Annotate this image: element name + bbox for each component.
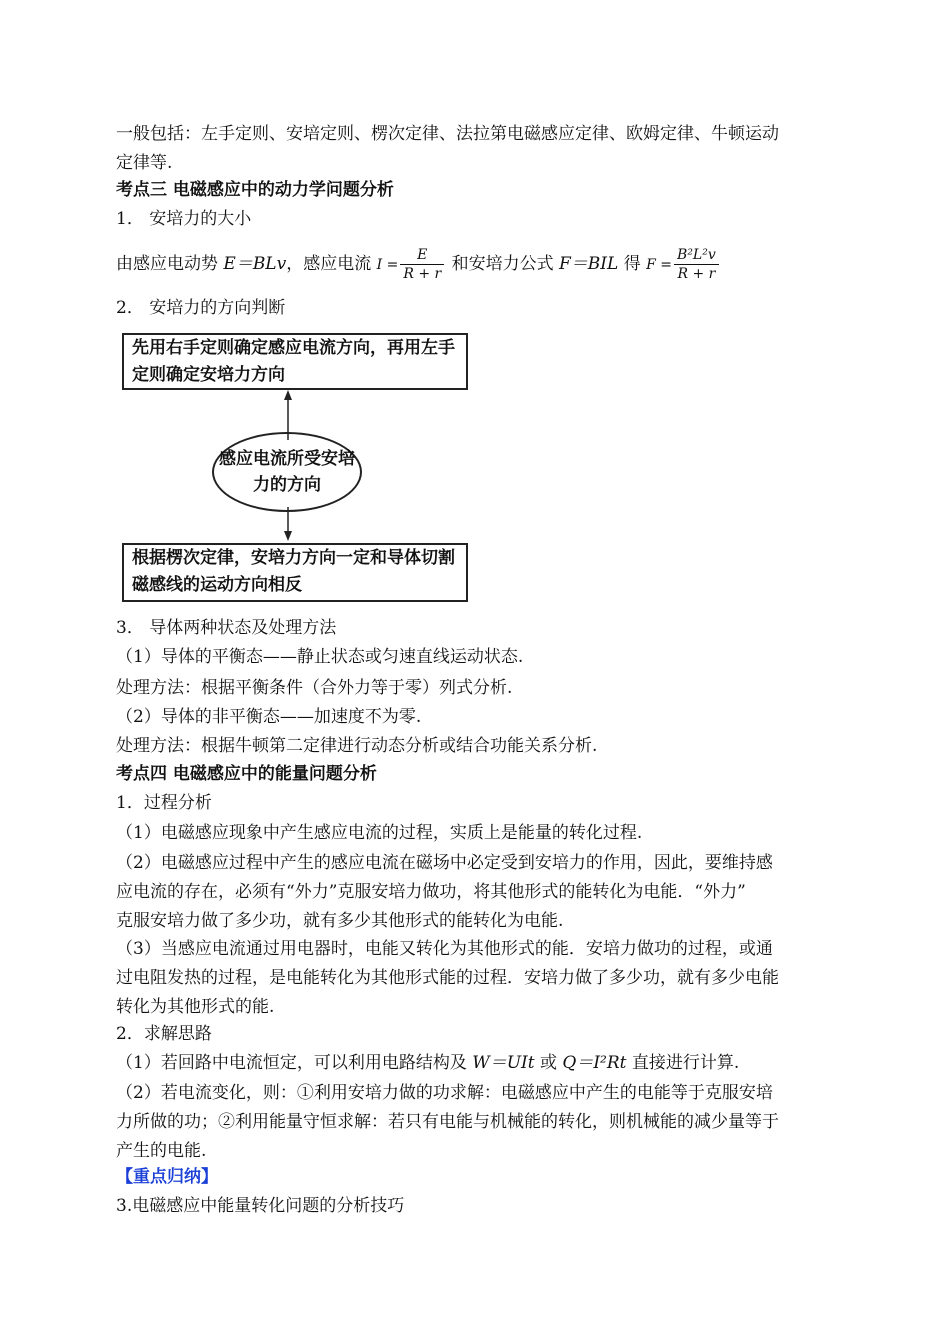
force-fraction: $\frac{\text{B²L²v}}{R + r}$ [674,246,719,283]
heat-formula: Q＝I²Rt [562,1053,627,1073]
section-3-heading: 考点三 电磁感应中的动力学问题分析 [116,180,394,200]
ampere-force-formula: 由感应电动势 E＝BLv，感应电流 I = $\frac{E}{R + r}$ 和安培力公式 F＝BIL 得 F = $\frac{\text{B²L²v}}{R + r}$ [116,244,721,285]
s3-para-1: （1）导体的平衡态——静止状态或匀速直线运动状态. [116,647,524,667]
s4-b1: （1）若回路中电流恒定，可以利用电路结构及 W＝UIt 或 Q＝I²Rt 直接进行计算. [116,1053,740,1073]
diagram-top-box: 先用右手定则确定感应电流方向，再用左手定则确定安培力方向 [122,333,468,390]
s4-item-2: 2．求解思路 [116,1024,212,1044]
s4-a3-line-3: 转化为其他形式的能. [116,997,275,1017]
s3-para-4: 处理方法：根据牛顿第二定律进行动态分析或结合功能关系分析. [116,736,598,756]
emf-formula: E＝BLv [223,254,287,274]
s3-item-1: 1． 安培力的大小 [116,209,252,229]
s4-item-1: 1．过程分析 [116,793,212,813]
s4-a2-line-3: 克服安培力做了多少功，就有多少其他形式的能转化为电能. [116,911,564,931]
summary-line: 3.电磁感应中能量转化问题的分析技巧 [116,1196,405,1216]
current-fraction: $\frac{E}{R + r}$ [400,246,444,283]
s4-a3-line-1: （3）当感应电流通过用电器时，电能又转化为其他形式的能．安培力做功的过程，或通 [116,939,773,959]
diagram-bottom-box: 根据楞次定律，安培力方向一定和导体切割磁感线的运动方向相反 [122,543,468,602]
s4-a1: （1）电磁感应现象中产生感应电流的过程，实质上是能量的转化过程. [116,823,643,843]
section-4-heading: 考点四 电磁感应中的能量问题分析 [116,764,377,784]
s4-b2-line-2: 力所做的功；②利用能量守恒求解：若只有电能与机械能的转化，则机械能的减少量等于 [116,1112,779,1132]
s3-item-3: 3． 导体两种状态及处理方法 [116,618,337,638]
s3-item-2: 2． 安培力的方向判断 [116,298,286,318]
s3-para-2: 处理方法：根据平衡条件（合外力等于零）列式分析. [116,678,513,698]
s4-a3-line-2: 过电阻发热的过程，是电能转化为其他形式能的过程．安培力做了多少功，就有多少电能 [116,968,779,988]
intro-line-1: 一般包括：左手定则、安培定则、楞次定律、法拉第电磁感应定律、欧姆定律、牛顿运动 [116,124,779,144]
intro-line-2: 定律等. [116,153,173,173]
s4-a2-line-2: 应电流的存在，必须有“外力”克服安培力做功，将其他形式的能转化为电能．“外力” [116,882,746,902]
summary-tag: 【重点归纳】 [116,1167,218,1187]
s4-b2-line-3: 产生的电能. [116,1141,207,1161]
force-formula: F＝BIL [559,254,619,274]
s4-b2-line-1: （2）若电流变化，则：①利用安培力做的功求解：电磁感应中产生的电能等于克服安培 [116,1083,773,1103]
diagram-center-oval: 感应电流所受安培力的方向 [212,432,362,512]
work-formula: W＝UIt [472,1053,535,1073]
s4-a2-line-1: （2）电磁感应过程中产生的感应电流在磁场中必定受到安培力的作用，因此，要维持感 [116,853,773,873]
s3-para-3: （2）导体的非平衡态——加速度不为零. [116,707,422,727]
